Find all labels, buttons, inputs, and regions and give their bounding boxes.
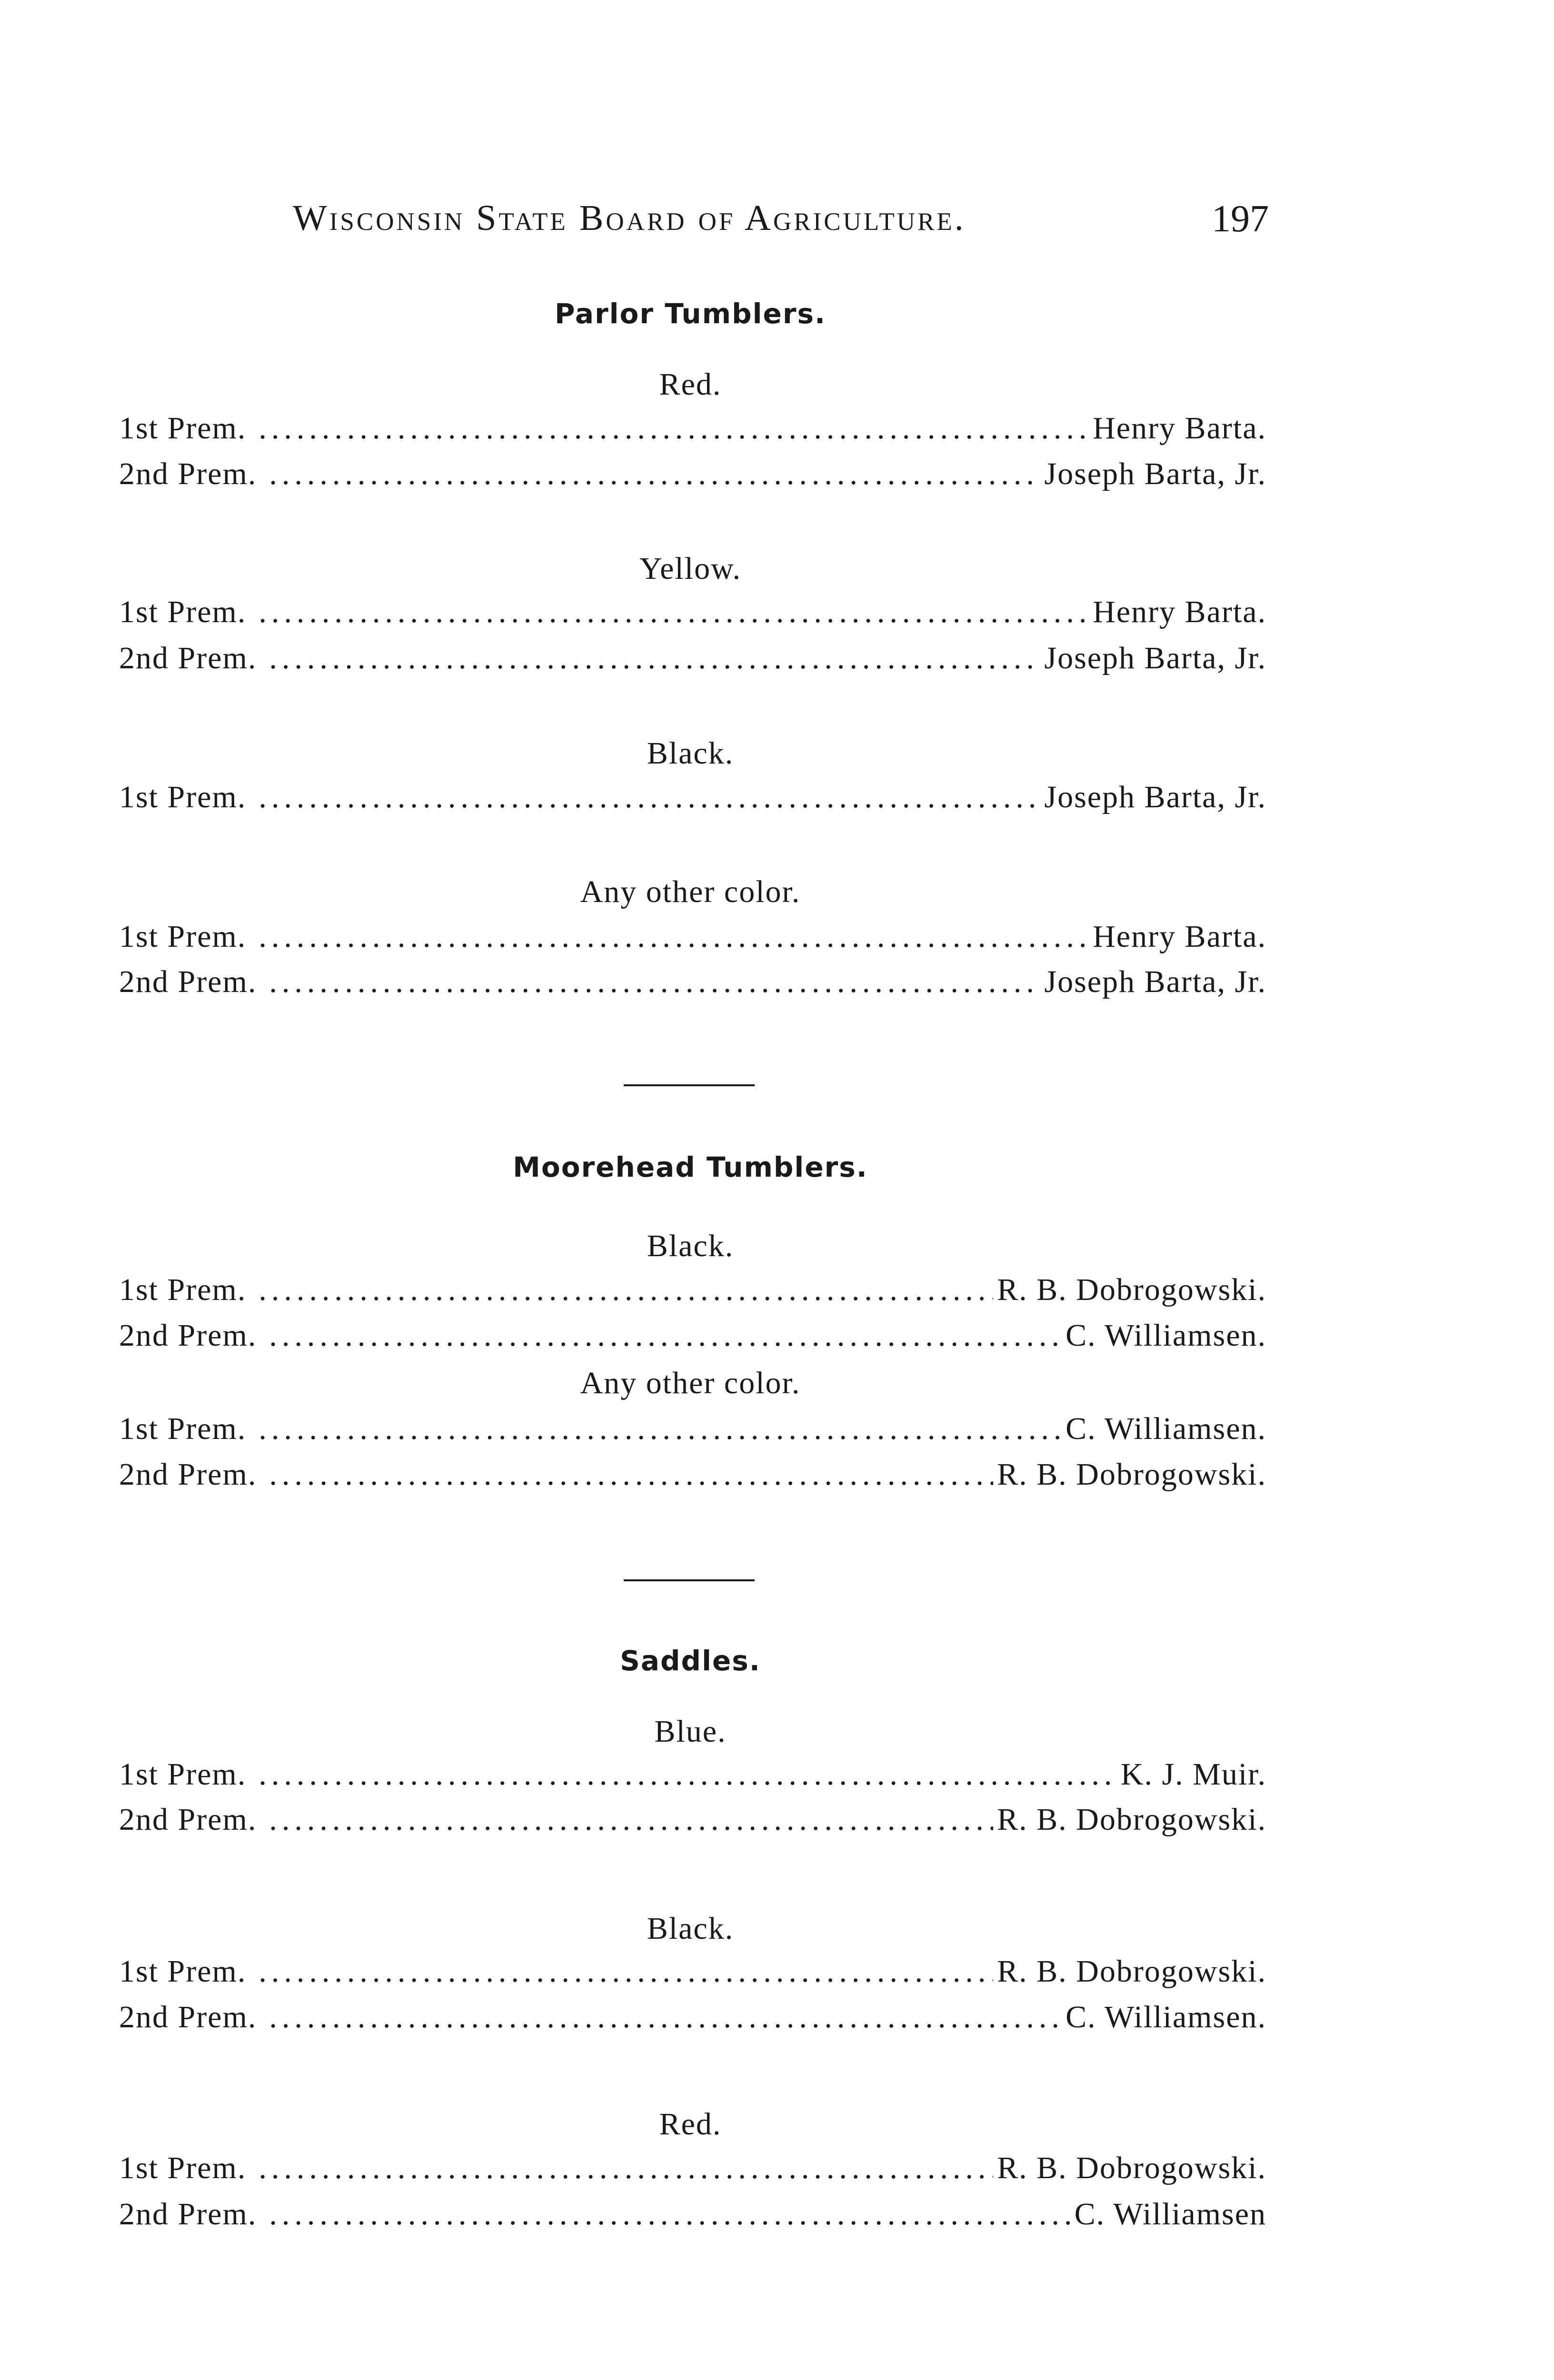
award-entry — [119, 1756, 1266, 1799]
award-entry — [119, 1457, 1266, 1499]
dot-leader — [259, 779, 1040, 815]
award-entry — [119, 1318, 1266, 1360]
page-number: 197 — [1212, 198, 1269, 240]
dot-leader — [269, 456, 1040, 492]
award-entry — [119, 456, 1266, 499]
award-winner: Joseph Barta, Jr. — [1044, 456, 1266, 491]
award-winner: R. B. Dobrogowski. — [997, 1272, 1266, 1307]
award-winner: Henry Barta. — [1093, 595, 1266, 629]
award-entry — [119, 1802, 1266, 1844]
award-place: 1st Prem. — [119, 780, 247, 814]
dot-leader — [269, 1802, 993, 1838]
award-winner: Henry Barta. — [1093, 411, 1266, 446]
award-winner: R. B. Dobrogowski. — [997, 1802, 1266, 1837]
award-place: 1st Prem. — [119, 919, 247, 954]
award-entry — [119, 410, 1266, 453]
award-place: 2nd Prem. — [119, 1802, 257, 1837]
award-winner: C. Williamsen. — [1066, 2000, 1266, 2034]
dot-leader — [269, 964, 1040, 1000]
section-divider — [624, 1579, 755, 1581]
dot-leader — [259, 2150, 993, 2186]
award-place: 1st Prem. — [119, 411, 247, 446]
award-entry — [119, 1954, 1266, 1996]
award-entry — [119, 1411, 1266, 1454]
award-place: 1st Prem. — [119, 1411, 247, 1446]
award-winner: Henry Barta. — [1093, 919, 1266, 954]
group-label-parlor-red: Red. — [659, 367, 722, 402]
award-winner: C. Williamsen. — [1066, 1411, 1266, 1446]
award-place: 2nd Prem. — [119, 964, 257, 999]
award-place: 2nd Prem. — [119, 1457, 257, 1492]
dot-leader — [269, 640, 1040, 676]
dot-leader — [259, 1954, 993, 1990]
group-label-moorehead-any-other-color: Any other color. — [580, 1366, 801, 1400]
dot-leader — [269, 1318, 1062, 1354]
award-winner: R. B. Dobrogowski. — [997, 1954, 1266, 1989]
award-place: 2nd Prem. — [119, 2000, 257, 2034]
award-winner: R. B. Dobrogowski. — [997, 2151, 1266, 2185]
award-entry — [119, 2196, 1266, 2239]
award-place: 1st Prem. — [119, 1757, 247, 1792]
group-label-moorehead-black: Black. — [647, 1229, 734, 1263]
award-winner: Joseph Barta, Jr. — [1044, 641, 1266, 675]
dot-leader — [259, 410, 1089, 446]
award-entry — [119, 640, 1266, 683]
group-label-parlor-any-other-color: Any other color. — [580, 874, 801, 909]
award-winner: R. B. Dobrogowski. — [997, 1457, 1266, 1492]
award-entry — [119, 779, 1266, 822]
award-place: 1st Prem. — [119, 1272, 247, 1307]
section-divider — [624, 1084, 755, 1086]
award-entry — [119, 2150, 1266, 2193]
award-place: 2nd Prem. — [119, 1318, 257, 1353]
group-label-saddles-black: Black. — [647, 1911, 734, 1946]
award-winner: Joseph Barta, Jr. — [1044, 780, 1266, 814]
award-place: 1st Prem. — [119, 1954, 247, 1989]
award-entry — [119, 1999, 1266, 2042]
dot-leader — [259, 1756, 1116, 1793]
award-entry — [119, 1272, 1266, 1315]
award-place: 1st Prem. — [119, 2151, 247, 2185]
award-place: 2nd Prem. — [119, 456, 257, 491]
dot-leader — [269, 1457, 993, 1493]
award-place: 2nd Prem. — [119, 641, 257, 675]
group-label-saddles-red: Red. — [659, 2107, 722, 2142]
award-place: 2nd Prem. — [119, 2197, 257, 2231]
award-entry — [119, 919, 1266, 962]
running-title: Wisconsin State Board of Agriculture. — [293, 198, 966, 238]
dot-leader — [269, 2196, 1070, 2232]
section-heading-parlor-tumblers: Parlor Tumblers. — [554, 298, 827, 330]
section-heading-saddles: Saddles. — [620, 1645, 761, 1677]
award-winner: Joseph Barta, Jr. — [1044, 964, 1266, 999]
award-winner: C. Williamsen — [1074, 2197, 1266, 2231]
award-entry — [119, 594, 1266, 637]
award-winner: K. J. Muir. — [1120, 1757, 1266, 1792]
group-label-parlor-yellow: Yellow. — [639, 551, 741, 586]
group-label-parlor-black: Black. — [647, 736, 734, 771]
dot-leader — [269, 1999, 1062, 2035]
award-place: 1st Prem. — [119, 595, 247, 629]
running-head — [293, 198, 1269, 255]
award-winner: C. Williamsen. — [1066, 1318, 1266, 1353]
dot-leader — [259, 1272, 993, 1308]
group-label-saddles-blue: Blue. — [654, 1714, 727, 1749]
dot-leader — [259, 1411, 1062, 1447]
award-entry — [119, 964, 1266, 1007]
dot-leader — [259, 594, 1089, 630]
dot-leader — [259, 919, 1089, 955]
section-heading-moorehead-tumblers: Moorehead Tumblers. — [513, 1151, 868, 1183]
